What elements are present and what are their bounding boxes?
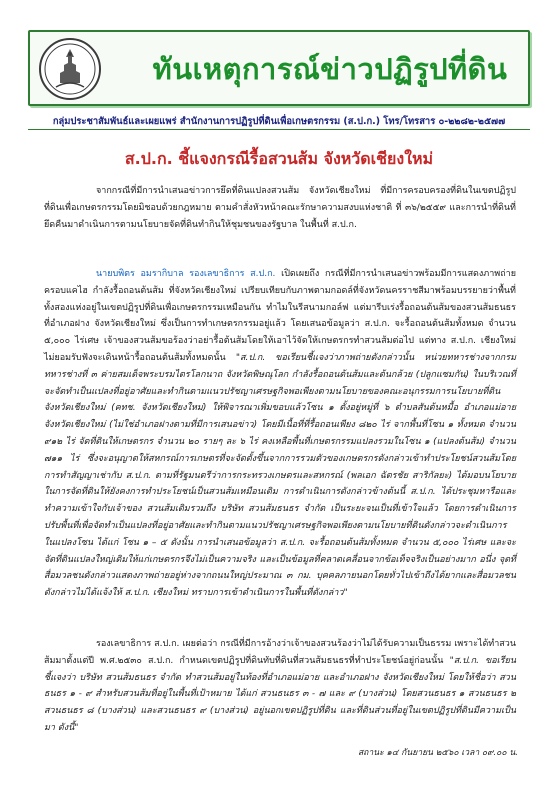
paragraph-clarification-quote: "ส.ป.ก. ขอเรียนชี้แจงว่า บริษัท สวนส้มธนธร จำกัด ทำสวนส้มอยู่ในท้องที่อำเภอแม่อาย และอำเภอฝาง จังหวัดเชียงใหม่ โดยให้ชื่อว่า สวนธนธร ๑ - ๙ สำหรับสวนส้มที่อยู่ในพื้นที่เป้าหมาย ได้แก่ สวนธนธร ๓ - ๗ และ ๙ (บางส่วน) โดยสวนธนธร ๑ สวนธนธร ๒ สวนธนธร ๘ (บางส่วน) และสวนธนธร ๙ (บางส่วน) อยู่นอกเขตปฏิรูปที่ดิน และที่ดินส่วนที่อยู่ในเขตปฏิรูปที่ดินมีความเป็นมา ดังนี้"	[44, 655, 516, 733]
paragraph-clarification-text: รองเลขาธิการ ส.ป.ก. เผยต่อว่า กรณีที่มีการอ้างว่าเจ้าของสวนร้องว่าไม่ได้รับความเป็นธรรม เพราะได้ทำสวนส้มมาตั้งแต่ปี พ.ศ.๒๕๓๐ ส.ป.ก. กำหนดเขตปฏิรูปที่ดินทับที่ดินที่สวนส้มธนธรที่ทำประโยชน์อยู่ก่อนนั้น	[44, 639, 516, 666]
paragraph-statement-text: เปิดเผยถึง กรณีที่มีการนำเสนอข่าวพร้อมมีการแสดงภาพถ่ายครอบแคไฮ กำลังรื้อถอนต้นส้ม ที่จังหวัดเชียงใหม่ เปรียบเทียบกับภาพตามกอดล์ที่จังหวัดนครราชสีมาพร้อมบรรยายว่าพื้นที่ทั้งสองแห่งอยู่ในเขตปฏิรูปที่ดินเพื่อเกษตรกรรมเหมือนกัน ทำไมในรีสนามกอล์ฟ แต่มารีบเร่งรื้อถอนต้นส้มของสวนส้มธนธร ที่อำเภอฝาง จังหวัดเชียงใหม่ ซึ่งเป็นการทำเกษตรกรรมอยู่แล้ว โดยเสนอข้อมูลว่า ส.ป.ก. จะรื้อถอนต้นส้มทั้งหมด จำนวน ๕,๐๐๐ ไร่เศษ เจ้าของสวนส้มขอร้องว่าอย่ารื้อต้นส้มโดยให้เอาไว้จัดให้เกษตรกรทำสวนส้มต่อไป แต่ทาง ส.ป.ก. เชียงใหม่ ไม่ยอมรับฟังจะเดินหน้ารื้อถอนต้นส้มทั้งหมดนั้น	[44, 269, 516, 363]
speaker-name: นายบพิตร อมรากิบาล รองเลขาธิการ ส.ป.ก.	[96, 269, 276, 279]
footer-date: สถานะ ๑๔ กันยายน ๒๕๖๐ เวลา ๐๙.๐๐ น.	[357, 748, 518, 758]
paragraph-statement	[44, 266, 516, 602]
news-headline: ส.ป.ก. ชี้แจงกรณีรื้อสวนส้ม จังหวัดเชียงใหม่	[124, 149, 434, 168]
organization-contact-line: กลุ่มประชาสัมพันธ์และเผยแพร่ สำนักงานการปฏิรูปที่ดินเพื่อเกษตรกรรม (ส.ป.ก.) โทร/โทรสาร ๐-๒๒๘๒-๒๕๗๗	[52, 116, 506, 127]
header-banner	[28, 30, 530, 106]
paragraph-intro-text: จากกรณีที่มีการนำเสนอข่าวการยึดที่ดินแปลงสวนส้ม จังหวัดเชียงใหม่ ที่มีการครอบครองที่ดินในเขตปฏิรูปที่ดินเพื่อเกษตรกรรมโดยมิชอบด้วยกฎหมาย ตามคำสั่งหัวหน้าคณะรักษาความสงบแห่งชาติ ที่ ๓๖/๒๕๕๙ และการนำที่ดินที่ยึดคืนมาดำเนินการตามนโยบายจัดที่ดินทำกินให้ชุมชนของรัฐบาล ในพื้นที่ ส.ป.ก.	[44, 186, 516, 230]
paragraph-clarification	[44, 636, 516, 737]
paragraph-intro	[44, 183, 516, 233]
banner-title: ทันเหตุการณ์ข่าวปฏิรูปที่ดิน	[152, 52, 508, 86]
header-divider	[28, 129, 530, 130]
alro-logo-icon	[38, 37, 102, 101]
paragraph-statement-quote: "ส.ป.ก. ขอเรียนชี้แจงว่าภาพถ่ายดังกล่าวนั้น หน่วยทหารช่างจากกรมทหารช่างที่ ๓ ค่ายสมเด็จพระบรมไตรโลกนาถ จังหวัดพิษณุโลก กำลังรื้อถอนต้นส้มและต้นกล้วย (ปลูกแซมกัน) ในบริเวณที่จะจัดทำเป็นแปลงที่อยู่อาศัยและทำกินตามแนวปรัชญาเศรษฐกิจพอเพียงตามนโยบายของคณะอนุกรรมการนโยบายที่ดินจังหวัดเชียงใหม่ (คทช. จังหวัดเชียงใหม่) ให้พิจารณาเพิ่มขอบแล้วโซน ๑ ตั้งอยู่หมู่ที่ ๖ ตำบลสันต้นหมื้อ อำเภอแม่อาย จังหวัดเชียงใหม่ (ไม่ใช่อำเภอฝางตามที่มีการเสนอข่าว) โดยมีเนื้อที่ที่รื้อถอนเพียง ๘๒๐ ไร่ จากพื้นที่โซน ๑ ทั้งหมด จำนวน ๙๑๒ ไร่ จัดที่ดินให้เกษตรกร จำนวน ๒๐ รายๆ ละ ๖ ไร่ คงเหลือพื้นที่เกษตรกรรมแปลงรวมในโซน ๑ (แปลงต้นส้ม) จำนวน ๗๑๑ ไร่ ซึ่งจะอนุญาตให้สหกรณ์การเกษตรที่จะจัดตั้งขึ้นจากการรวมตัวของเกษตรกรดังกล่าวเข้าทำประโยชน์สวนส้มโดยการทำสัญญาเช่ากับ ส.ป.ก. ตามที่รัฐมนตรีว่าการกระทรวงเกษตรและสหกรณ์ (พลเอก ฉัตรชัย สาริกัลยะ) ได้มอบนโยบายในการจัดที่ดินให้ยังคงการทำประโยชน์เป็นสวนส้มเหมือนเดิม การดำเนินการดังกล่าวข้างต้นนี้ ส.ป.ก. ได้ประชุมหารือและทำความเข้าใจกับเจ้าของ สวนส้มเดิมรวมถึง บริษัท สวนส้มธนธร จำกัด เป็นระยะจนเป็นที่เข้าใจแล้ว โดยการดำเนินการปรับพื้นที่เพื่อจัดทำเป็นแปลงที่อยู่อาศัยและทำกินตามแนวปรัชญาเศรษฐกิจพอเพียงตามนโยบายที่ดินดังกล่าวจะดำเนินการในแปลงโซน ได้แก่ โซน ๑ – ๕ ดังนั้น การนำเสนอข้อมูลว่า ส.ป.ก. จะรื้อถอนต้นส้มทั้งหมด จำนวน ๕,๐๐๐ ไร่เศษ และจะจัดที่ดินแปลงใหญ่เดิมให้แก่เกษตรกรจึงไม่เป็นความจริง และเป็นข้อมูลที่คลาดเคลื่อนจากข้อเท็จจริงเป็นอย่างมาก อนึ่ง จุดที่สื่อมวลชนดังกล่าวแสดงภาพถ่ายอยู่ห่างจากถนนใหญ่ประมาณ ๓ กม. บุคคลภายนอกโดยทั่วไปเข้าถึงได้ยากและสื่อมวลชนดังกล่าวไม่ได้แจ้งให้ ส.ป.ก. เชียงใหม่ ทราบการเข้าดำเนินการในพื้นที่ดังกล่าว"	[44, 352, 517, 599]
